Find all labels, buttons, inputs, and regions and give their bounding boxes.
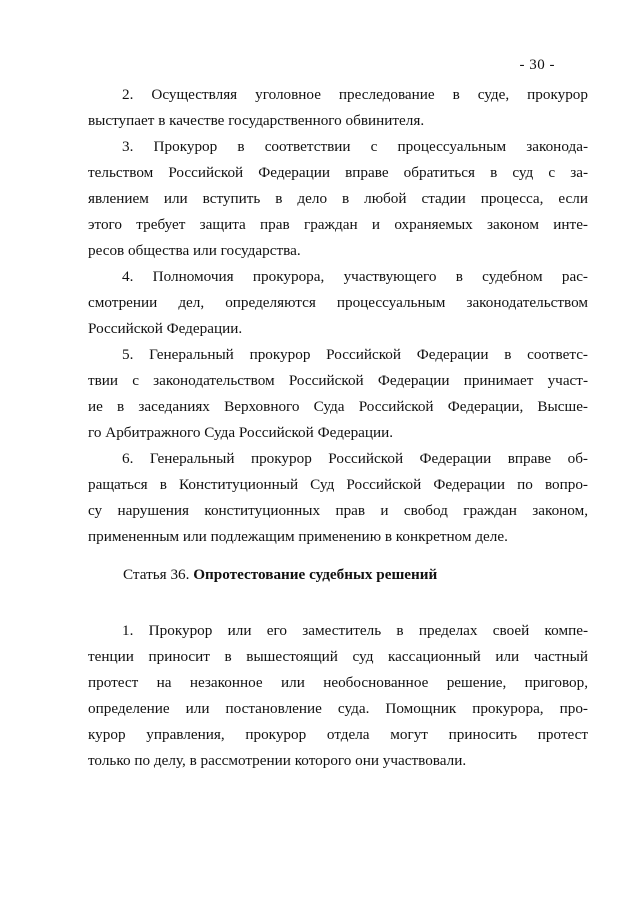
article-heading [123,562,437,588]
text-line: смотрении дел, определяются процессуальным законодательством [88,294,588,311]
text-line: 1. Прокурор или его заместитель в пределах своей компе- [122,622,588,639]
text-line: тельством Российской Федерации вправе обратиться в суд с за- [88,164,588,181]
text-line: ресов общества или государства. [88,242,301,259]
paragraph-2 [88,82,588,134]
text-line: 6. Генеральный прокурор Российской Федерации вправе об- [122,450,588,467]
paragraph-5 [88,342,588,446]
text-line: 5. Генеральный прокурор Российской Федерации в соответс- [122,346,588,363]
paragraph-6 [88,446,588,550]
text-line: примененным или подлежащим применению в конкретном деле. [88,528,508,545]
text-line: только по делу, в рассмотрении которого они участвовали. [88,752,467,769]
paragraph-4 [88,264,588,342]
text-line: протест на незаконное или необоснованное решение, приговор, [88,674,588,691]
text-line: явлением или вступить в дело в любой стадии процесса, если [88,190,588,207]
text-line: курор управления, прокурор отдела могут приносить протест [88,726,588,743]
article-title: Опротестование судебных решений [193,566,438,583]
text-line: 3. Прокурор в соответствии с процессуальным законода- [122,138,588,155]
text-line: го Арбитражного Суда Российской Федерации. [88,424,394,441]
text-line: определение или постановление суда. Помощник прокурора, про- [88,700,588,717]
text-line: выступает в качестве государственного обвинителя. [88,112,425,129]
text-line: су нарушения конституционных прав и свобод граждан законом, [88,502,588,519]
text-line: ие в заседаниях Верховного Суда Российской Федерации, Высше- [88,398,588,415]
text-line: 4. Полномочия прокурора, участвующего в судебном рас- [122,268,588,285]
text-line: ращаться в Конституционный Суд Российской Федерации по вопро- [88,476,588,493]
article-number: Статья 36. [123,566,190,583]
article-35-paragraphs [88,82,588,550]
paragraph-1 [88,618,588,774]
text-line: 2. Осуществляя уголовное преследование в суде, прокурор [122,86,588,103]
text-line: твии с законодательством Российской Федерации принимает участ- [88,372,588,389]
article-36-paragraphs [88,618,588,774]
text-line: тенции приносит в вышестоящий суд кассационный или частный [88,648,588,665]
text-line: этого требует защита прав граждан и охраняемых законом инте- [88,216,588,233]
paragraph-3 [88,134,588,264]
text-line: Российской Федерации. [88,320,243,337]
page-number: - 30 - [519,57,555,73]
